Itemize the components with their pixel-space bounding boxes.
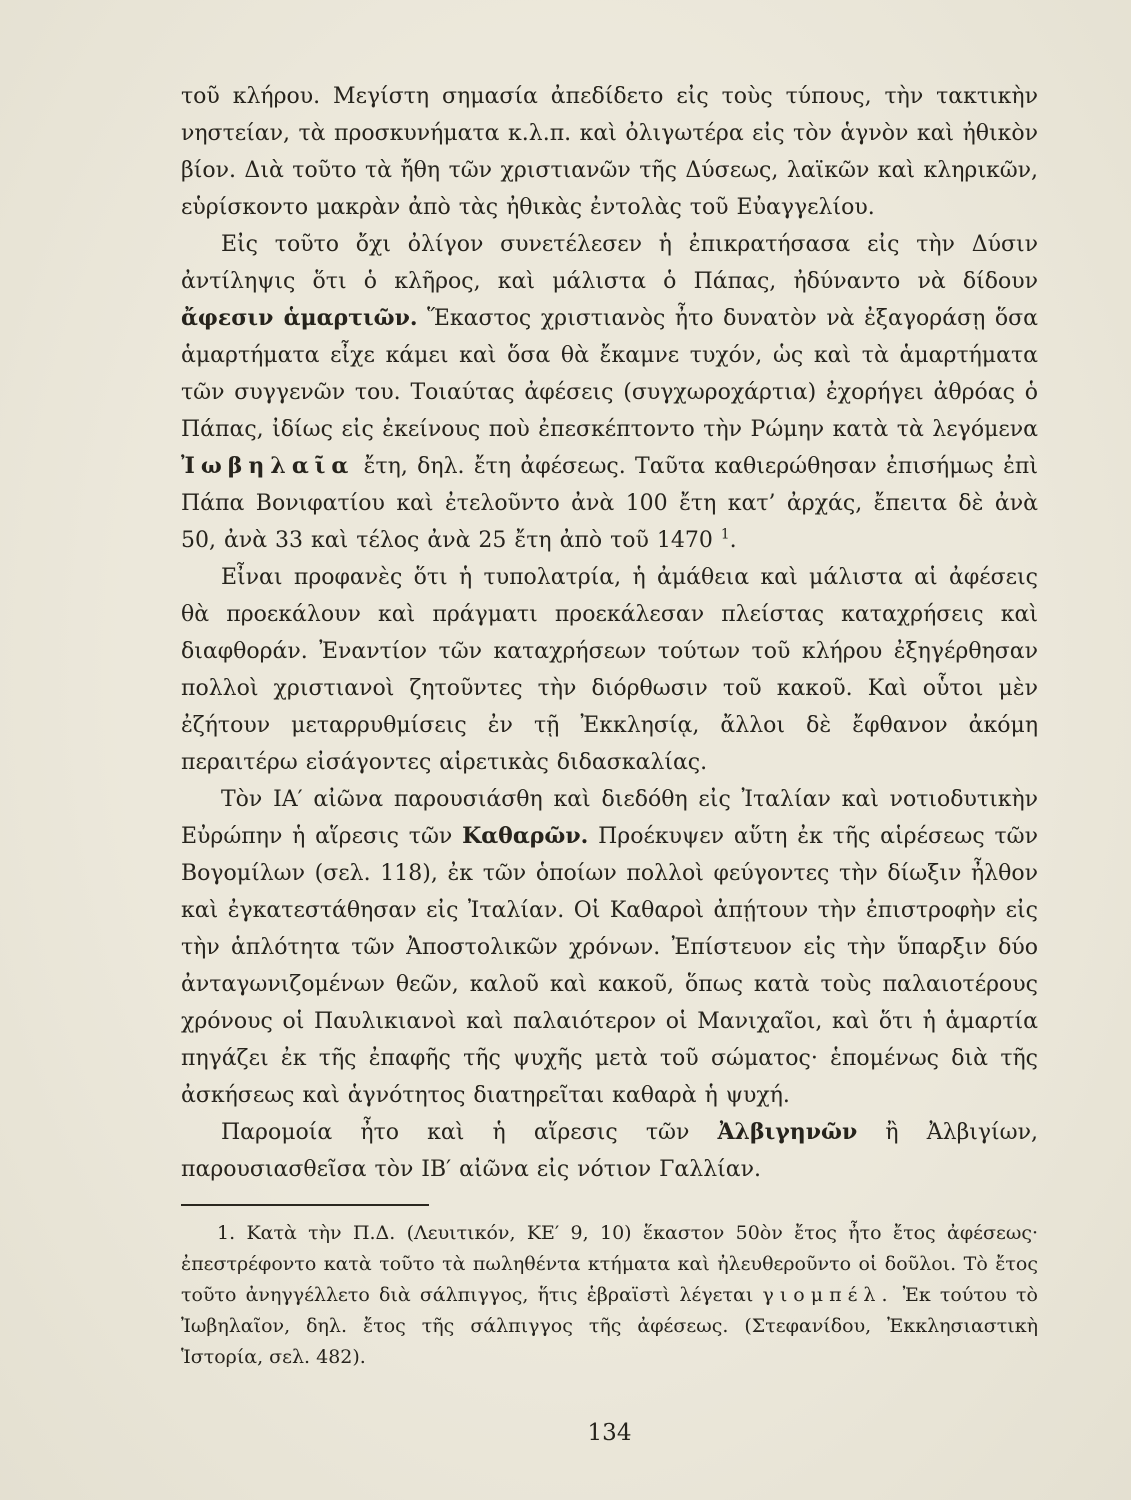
text-run: Προέκυψεν αὕτη ἐκ τῆς αἱρέσεως τῶν Βογομίλων (σελ. 118), ἐκ τῶν ὁποίων πολλοὶ φεύγοντες τὴν δίωξιν ἦλθον καὶ ἐγκατεστάθησαν εἰς Ἰταλίαν. Οἱ Καθαροὶ ἀπῄτουν τὴν ἐπιστροφὴν εἰς τὴν ἁπλότητα τῶν Ἀποστολικῶν χρόνων. Ἐπίστευον εἰς τὴν ὕπαρξιν δύο ἀνταγωνιζομένων θεῶν, καλοῦ καὶ κακοῦ, ὅπως κατὰ τοὺς παλαιοτέρους χρόνους οἱ Παυλικιανοὶ καὶ παλαιότερον οἱ Μανιχαῖοι, καὶ ὅτι ἡ ἁμαρτία πηγάζει ἐκ τῆς ἐπαφῆς τῆς ψυχῆς μετὰ τοῦ σώματος· ἑπομένως διὰ τῆς ἀσκήσεως καὶ ἁγνότητος διατηρεῖται καθαρὰ ἡ ψυχή. [181,824,1038,1108]
text-run: Ἕκαστος χριστιανὸς ἦτο δυνατὸν νὰ ἐξαγοράσῃ ὅσα ἁμαρτήματα εἶχε κάμει καὶ ὅσα θὰ ἔκαμνε τυχόν, ὡς καὶ τὰ ἁμαρτήματα τῶν συγγενῶν του. Τοιαύτας ἀφέσεις (συγχωροχάρτια) ἐχορήγει ἀθρόας ὁ Πάπας, ἰδίως εἰς ἐκείνους ποὺ ἐπεσκέπτοντο τὴν Ρώμην κατὰ τὰ λεγόμενα [181,306,1038,442]
text-run: Ἐκ τούτου τὸ Ἰωβηλαῖον, δηλ. ἔτος τῆς σάλπιγγος τῆς ἀφέσεως. (Στεφανίδου, Ἐκκλησιαστικὴ Ἱστορία, σελ. 482). [181,1284,1038,1368]
emphasized-term: Ἰωβηλαῖα [181,453,355,479]
paragraph [181,1114,1038,1188]
footnote-separator [181,1204,429,1206]
emphasized-term: Ἀλβιγηνῶν [717,1119,858,1145]
paragraph [181,78,1038,226]
text-run: . [729,528,737,553]
paragraph [181,781,1038,1114]
text-run: Τὸν ΙΑ′ αἰῶνα παρουσιάσθη καὶ διεδόθη εἰς Ἰταλίαν καὶ νοτιοδυτικὴν Εὐρώπην ἡ αἵρεσις τῶν [181,787,1038,849]
emphasized-term: ἄφεσιν ἁμαρτιῶν. [181,305,418,331]
text-run: ἔτη, δηλ. ἔτη ἀφέσεως. Ταῦτα καθιερώθησαν ἐπισήμως ἐπὶ Πάπα Βονιφατίου καὶ ἐτελοῦντο ἀνὰ 100 ἔτη κατ’ ἀρχάς, ἔπειτα δὲ ἀνὰ 50, ἀνὰ 33 καὶ τέλος ἀνὰ 25 ἔτη ἀπὸ τοῦ 1470 [181,454,1038,553]
page-number: 134 [587,1420,632,1446]
body-paragraphs [181,78,1038,1188]
text-run: Εἰς τοῦτο ὄχι ὀλίγον συνετέλεσεν ἡ ἐπικρατήσασα εἰς τὴν Δύσιν ἀντίληψις ὅτι ὁ κλῆρος, καὶ μάλιστα ὁ Πάπας, ἠδύναντο νὰ δίδουν [181,232,1038,294]
text-run: γιομπέλ. [762,1284,894,1306]
paragraph [181,226,1038,559]
text-run: Εἶναι προφανὲς ὅτι ἡ τυπολατρία, ἡ ἀμάθεια καὶ μάλιστα αἱ ἀφέσεις θὰ προεκάλουν καὶ πράγματι προεκάλεσαν πλείστας καταχρήσεις καὶ διαφθοράν. Ἐναντίον τῶν καταχρήσεων τούτων τοῦ κλήρου ἐξηγέρθησαν πολλοὶ χριστιανοὶ ζητοῦντες τὴν διόρθωσιν τοῦ κακοῦ. Καὶ οὗτοι μὲν ἐζήτουν μεταρρυθμίσεις ἐν τῇ Ἐκκλησίᾳ, ἄλλοι δὲ ἔφθανον ἀκόμη περαιτέρω εἰσάγοντες αἱρετικὰς διδασκαλίας. [181,565,1038,775]
paragraph [181,559,1038,781]
text-run: Παρομοία ἦτο καὶ ἡ αἵρεσις τῶν [221,1120,718,1145]
text-run: 1. Κατὰ τὴν Π.Δ. (Λευιτικόν, ΚΕ′ 9, 10) ἕκαστον 50ὸν ἔτος ἦτο ἔτος ἀφέσεως· ἐπεστρέφοντο κατὰ τοῦτο τὰ πωληθέντα κτήματα καὶ ἠλευθεροῦντο οἱ δοῦλοι. Τὸ ἔτος τοῦτο ἀνηγγέλλετο διὰ σάλπιγγος, ἥτις ἑβραϊστὶ λέγεται [181,1222,1038,1306]
page-text-block [181,78,1038,1373]
text-run: τοῦ κλήρου. Μεγίστη σημασία ἀπεδίδετο εἰς τοὺς τύπους, τὴν τακτικὴν νηστείαν, τὰ προσκυνήματα κ.λ.π. καὶ ὀλιγωτέρα εἰς τὸν ἁγνὸν καὶ ἠθικὸν βίον. Διὰ τοῦτο τὰ ἤθη τῶν χριστιανῶν τῆς Δύσεως, λαϊκῶν καὶ κληρικῶν, εὑρίσκοντο μακρὰν ἀπὸ τὰς ἠθικὰς ἐντολὰς τοῦ Εὐαγγελίου. [181,84,1038,220]
footnote [181,1218,1038,1373]
emphasized-term: Καθαρῶν. [462,823,589,849]
footnote-reference: 1 [720,526,730,543]
text-run: ἢ Ἀλβιγίων, παρουσιασθεῖσα τὸν ΙΒ′ αἰῶνα εἰς νότιον Γαλλίαν. [181,1120,1038,1182]
